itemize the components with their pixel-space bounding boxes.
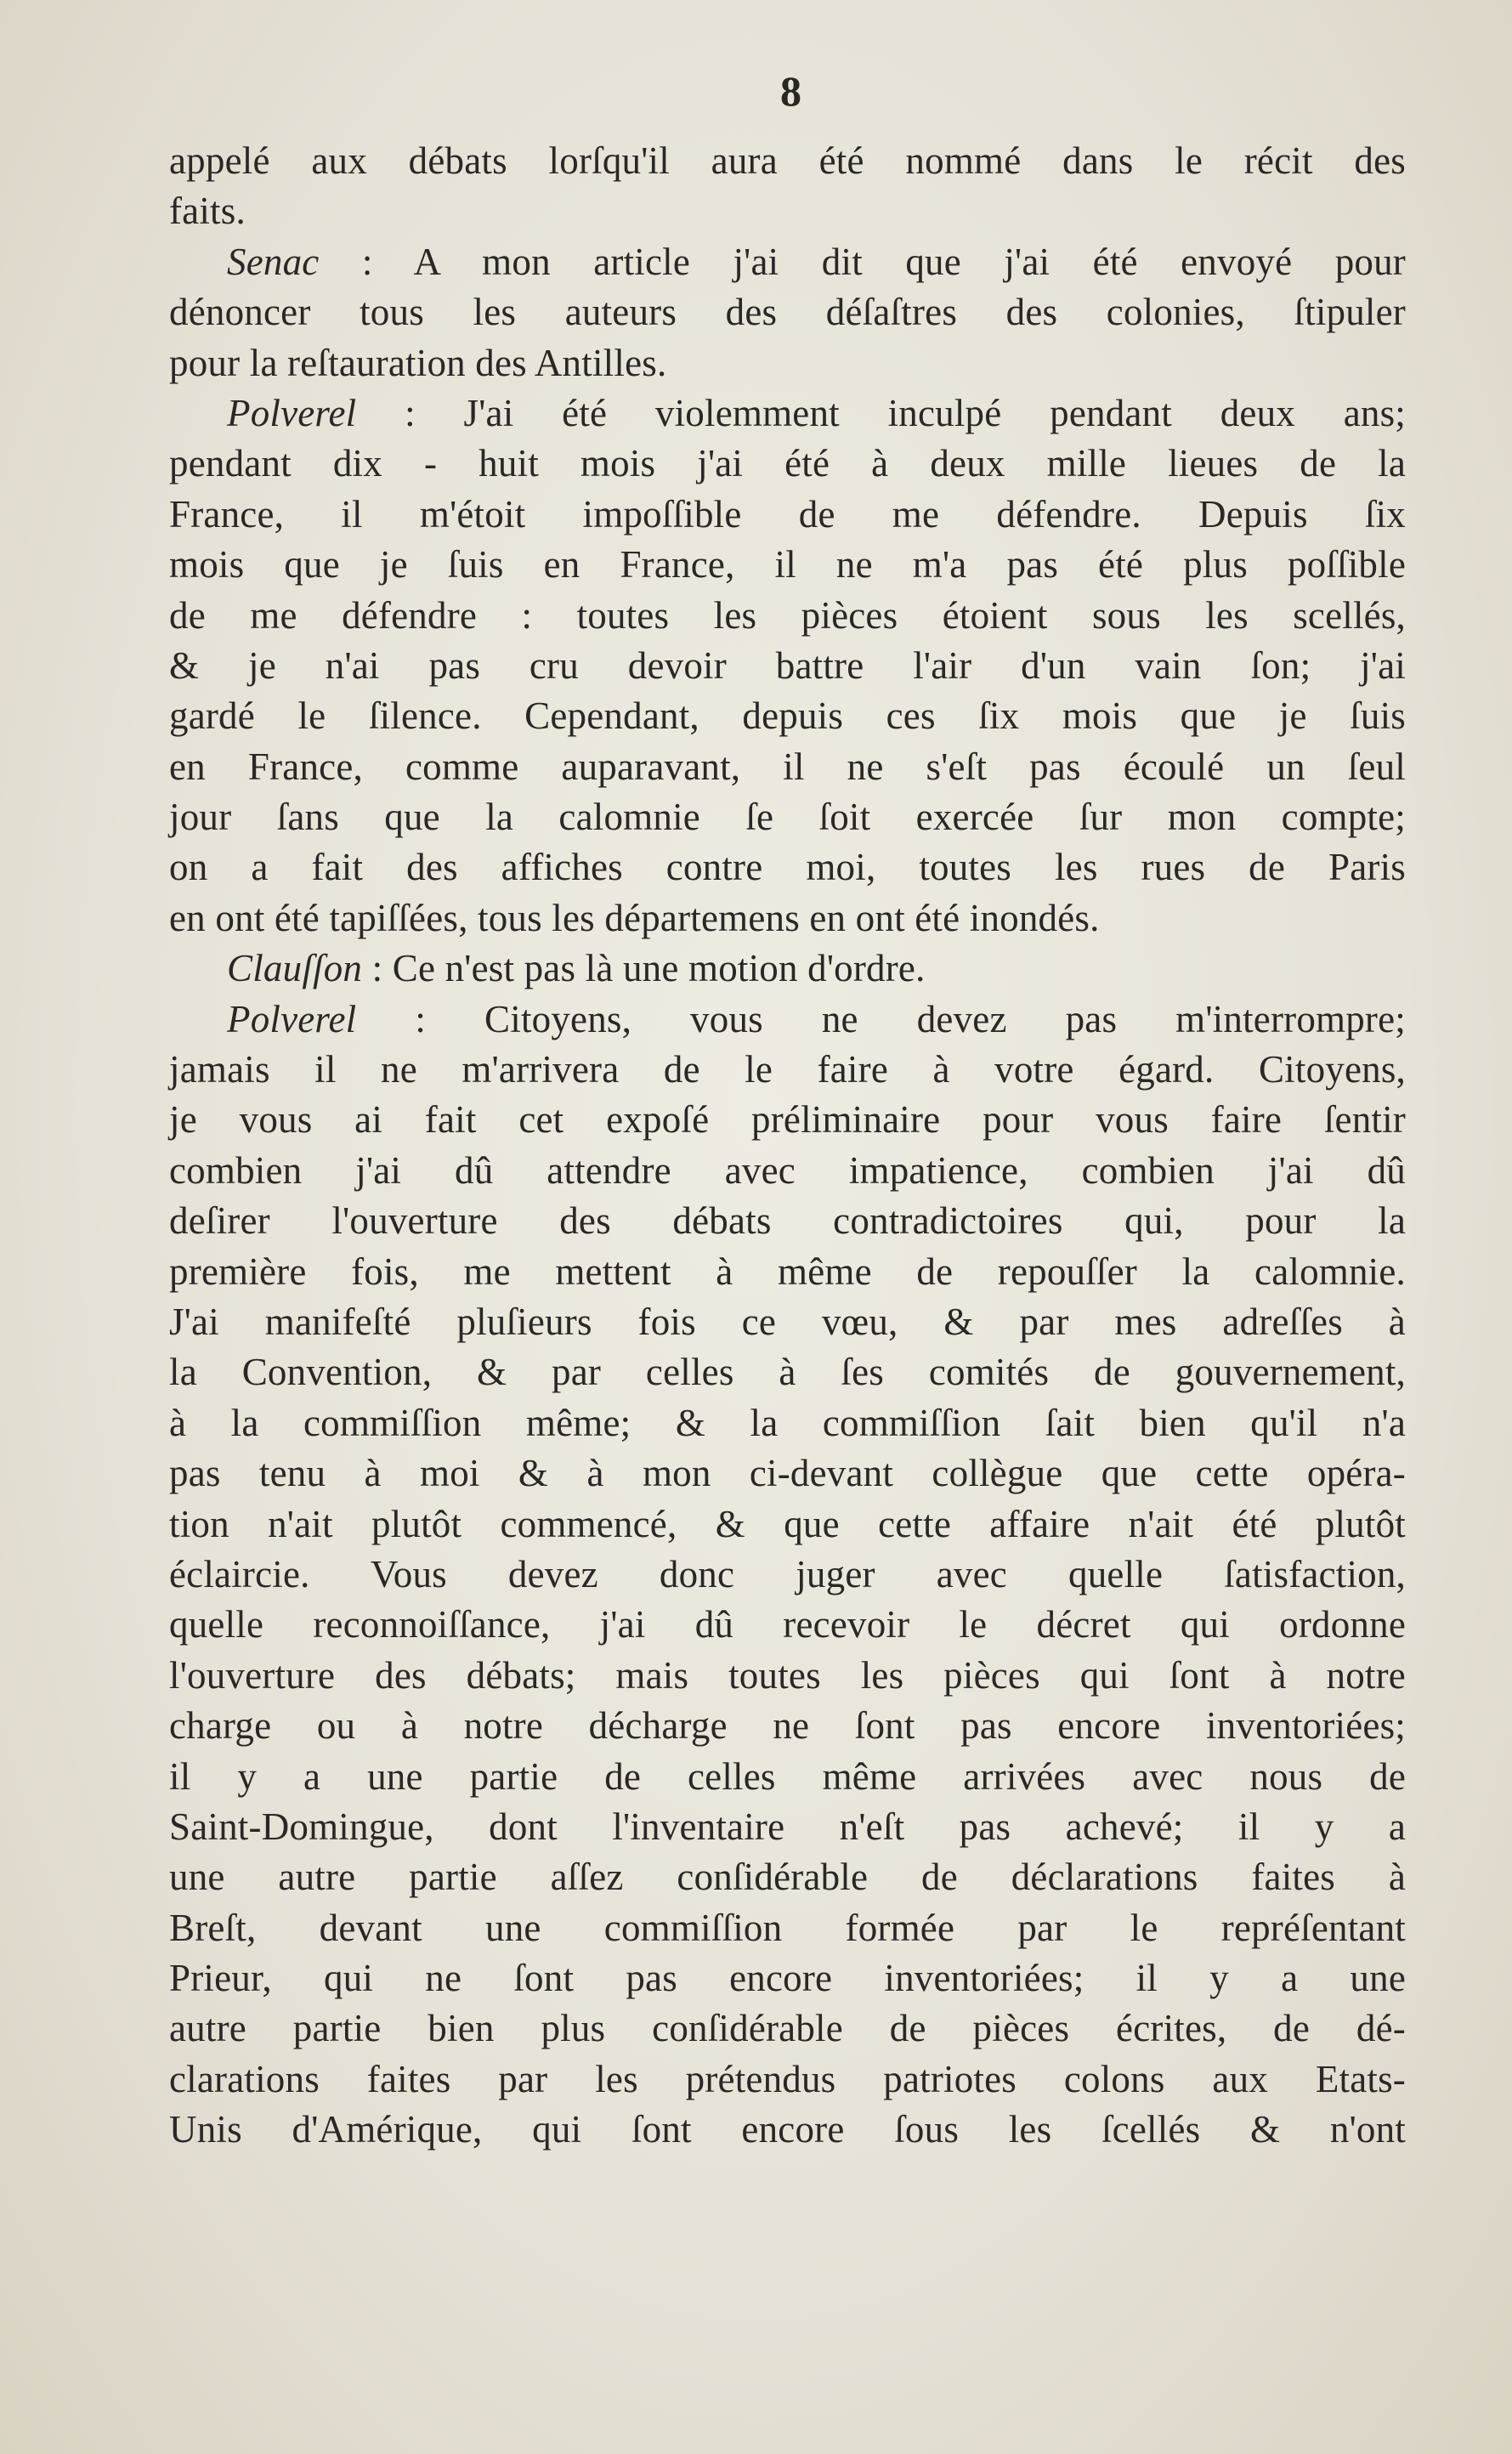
- text-line: [169, 1600, 1406, 1650]
- text-line: [169, 186, 1406, 236]
- text-line: [169, 893, 1406, 944]
- line-text: jamais il ne m'arrivera de le faire à votre égard. Citoyens,: [169, 1048, 1406, 1091]
- line-text: on a fait des affiches contre moi, toutes les rues de Paris: [169, 846, 1406, 889]
- text-line: [169, 439, 1406, 489]
- text-line: [169, 1347, 1406, 1397]
- line-text: France, il m'étoit impoſſible de me défendre. Depuis ſix: [169, 492, 1406, 536]
- text-line: [169, 1499, 1406, 1550]
- line-text: & je n'ai pas cru devoir battre l'air d'un vain ſon; j'ai: [169, 643, 1406, 687]
- text-line: [169, 1550, 1406, 1600]
- line-text: pour la reſtauration des Antilles.: [169, 341, 667, 384]
- line-text: en France, comme auparavant, il ne s'eſt pas écoulé un ſeul: [169, 745, 1406, 788]
- line-text: pas tenu à moi & à mon ci-devant collègue que cette opéra-: [169, 1452, 1406, 1495]
- line-text: en ont été tapiſſées, tous les départemens en ont été inondés.: [169, 896, 1100, 939]
- text-line: [169, 792, 1406, 842]
- text-line: [169, 1752, 1406, 1802]
- line-text: : J'ai été violemment inculpé pendant deux ans;: [356, 391, 1406, 434]
- text-line: [169, 1146, 1406, 1196]
- text-line: [169, 1045, 1406, 1095]
- line-text: J'ai manifeſté pluſieurs fois ce vœu, & par mes adreſſes à: [169, 1300, 1406, 1343]
- text-line: [169, 1802, 1406, 1852]
- line-text: deſirer l'ouverture des débats contradictoires qui, pour la: [169, 1199, 1406, 1243]
- line-text: je vous ai fait cet expoſé préliminaire pour vous faire ſentir: [169, 1098, 1406, 1142]
- text-line: [169, 995, 1406, 1045]
- text-line: [169, 742, 1406, 792]
- text-line: [169, 136, 1406, 186]
- line-text: jour ſans que la calomnie ſe ſoit exercée ſur mon compte;: [169, 796, 1406, 839]
- text-line: [169, 2105, 1406, 2155]
- speaker-name: Senac: [227, 240, 320, 283]
- text-line: [169, 2003, 1406, 2054]
- line-text: il y a une partie de celles même arrivées avec nous de: [169, 1754, 1406, 1798]
- line-text: faits.: [169, 190, 246, 233]
- text-line: [169, 1651, 1406, 1701]
- line-text: de me défendre : toutes les pièces étoient sous les scellés,: [169, 593, 1406, 637]
- line-text: Breſt, devant une commiſſion formée par le repréſentant: [169, 1906, 1406, 1949]
- text-line: [169, 842, 1406, 893]
- text-line: [169, 1297, 1406, 1347]
- line-text: la Convention, & par celles à ſes comités de gouvernement,: [169, 1351, 1406, 1394]
- speaker-name: Polverel: [227, 391, 357, 434]
- line-text: autre partie bien plus conſidérable de pièces écrites, de dé-: [169, 2007, 1406, 2050]
- line-text: combien j'ai dû attendre avec impatience, combien j'ai dû: [169, 1148, 1406, 1192]
- text-line: [169, 338, 1406, 388]
- line-text: gardé le ſilence. Cependant, depuis ces ſix mois que je ſuis: [169, 694, 1406, 738]
- text-line: [169, 944, 1406, 994]
- text-line: [169, 388, 1406, 439]
- line-text: Prieur, qui ne ſont pas encore inventoriées; il y a une: [169, 1957, 1406, 2000]
- text-line: [169, 1448, 1406, 1499]
- text-line: [169, 1196, 1406, 1246]
- text-line: [169, 641, 1406, 691]
- text-line: [169, 1852, 1406, 1902]
- line-text: Saint-Domingue, dont l'inventaire n'eſt pas achevé; il y a: [169, 1805, 1406, 1848]
- line-text: : Citoyens, vous ne devez pas m'interrompre;: [356, 997, 1406, 1040]
- text-line: [169, 1398, 1406, 1448]
- line-text: pendant dix - huit mois j'ai été à deux mille lieues de la: [169, 442, 1406, 485]
- line-text: : A mon article j'ai dit que j'ai été envoyé pour: [319, 240, 1406, 283]
- text-line: [169, 490, 1406, 540]
- line-text: Unis d'Amérique, qui ſont encore ſous les ſcellés & n'ont: [169, 2108, 1406, 2151]
- speaker-name: Clauſſon: [227, 947, 363, 990]
- text-line: [169, 2054, 1406, 2105]
- line-text: à la commiſſion même; & la commiſſion ſait bien qu'il n'a: [169, 1401, 1406, 1444]
- line-text: éclaircie. Vous devez donc juger avec quelle ſatisfaction,: [169, 1552, 1406, 1595]
- line-text: première fois, me mettent à même de repouſſer la calomnie.: [169, 1250, 1406, 1293]
- text-line: [169, 1701, 1406, 1751]
- text-line: [169, 691, 1406, 741]
- line-text: quelle reconnoiſſance, j'ai dû recevoir le décret qui ordonne: [169, 1603, 1406, 1646]
- text-line: [169, 540, 1406, 590]
- line-text: l'ouverture des débats; mais toutes les pièces qui ſont à notre: [169, 1653, 1406, 1697]
- page-number: 8: [780, 67, 801, 115]
- line-text: tion n'ait plutôt commencé, & que cette affaire n'ait été plutôt: [169, 1502, 1406, 1545]
- line-text: dénoncer tous les auteurs des déſaſtres des colonies, ſtipuler: [169, 291, 1406, 334]
- document-body: [169, 136, 1406, 2156]
- text-line: [169, 1095, 1406, 1145]
- line-text: clarations faites par les prétendus patriotes colons aux Etats-: [169, 2057, 1406, 2100]
- text-line: [169, 287, 1406, 337]
- line-text: charge ou à notre décharge ne ſont pas encore inventoriées;: [169, 1704, 1406, 1748]
- text-line: [169, 591, 1406, 641]
- line-text: une autre partie aſſez conſidérable de déclarations faites à: [169, 1856, 1406, 1899]
- speaker-name: Polverel: [227, 997, 357, 1040]
- text-line: [169, 237, 1406, 287]
- text-line: [169, 1903, 1406, 1953]
- text-line: [169, 1953, 1406, 2003]
- text-line: [169, 1247, 1406, 1297]
- line-text: mois que je ſuis en France, il ne m'a pas été plus poſſible: [169, 543, 1406, 587]
- line-text: appelé aux débats lorſqu'il aura été nommé dans le récit des: [169, 139, 1406, 182]
- line-text: : Ce n'est pas là une motion d'ordre.: [362, 947, 926, 990]
